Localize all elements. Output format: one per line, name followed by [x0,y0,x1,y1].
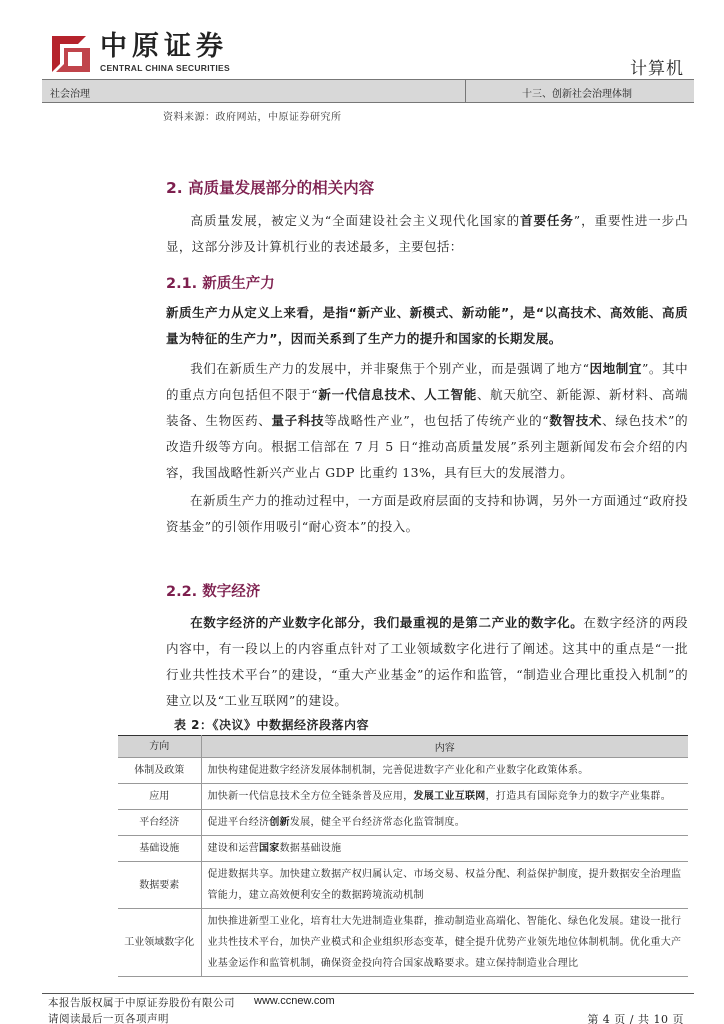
table-row [118,810,688,836]
text-run: 加快推进新型工业化，培育壮大先进制造业集群，推动制造业高端化、智能化、绿色化发展。建设一批行业共性技术平台，加快产业模式和企业组织形态变革，健全提升优势产业领先地位体制机制。优化重大产业基金运作和监管机制，确保资金投向符合国家战略要求。建立保持制造业合理比 [207,916,682,969]
footer-url-link[interactable]: www.ccnew.com [254,995,335,1007]
table-cell-direction: 平台经济 [118,810,201,836]
category-right: 十三、创新社会治理体制 [522,89,632,100]
source-note: 资料来源：政府网站，中原证券研究所 [163,112,342,123]
logo-mark-icon [48,32,94,76]
text-run: 、航天航空、新能源、新材料、高端装备、生物医药、 [166,387,688,428]
new-productivity-para-2-text: 在新质生产力的推动过程中，一方面是政府层面的支持和协调，另外一方面通过“政府投资基金”的引领作用吸引“耐心资本”的投入。 [166,493,688,534]
digital-economy-para-text [166,615,688,708]
table-row [118,862,688,909]
logo-chinese-name: 中原证券 [100,31,228,62]
emphasis-text: 量子科技 [271,413,325,428]
text-run: 我们在新质生产力的发展中，并非聚焦于个别产业，而是强调了地方“ [190,361,590,376]
subsection-heading-new-productivity: 2.1. 新质生产力 [166,276,275,292]
emphasis-text: 新一代信息技术、人工智能 [318,387,477,402]
table-cell-direction: 基础设施 [118,836,201,862]
table-cell-content [201,862,688,909]
footer-divider [42,993,694,994]
section-intro [166,208,688,260]
table-title: 表 2：《决议》中数据经济段落内容 [174,718,370,732]
table-cell-direction: 应用 [118,784,201,810]
footer-page-number: 第 4 页 / 共 10 页 [587,1013,684,1024]
table-cell-content [201,784,688,810]
emphasis-text: 国家 [259,843,280,854]
emphasis-text: 创新 [269,817,290,828]
company-logo [48,32,230,76]
section-heading: 2. 高质量发展部分的相关内容 [166,179,375,197]
table-cell-content [201,758,688,784]
section-intro-text [166,213,688,254]
text-run: 在数字经济的两段内容中，有一段以上的内容重点针对了工业领域数字化进行了阐述。这其中的重点是“一批行业共性技术平台”的建设，“重大产业基金”的运作和监管，“制造业合理比重投入机制”的建立以及“工业互联网”的建设。 [166,615,688,708]
table-header-content: 内容 [201,736,688,758]
emphasis-text: 首要任务 [520,213,574,228]
sector-label: 计算机 [630,59,684,79]
text-run: 建设和运营 [207,843,259,854]
table-row [118,836,688,862]
table-header-row [118,736,688,758]
category-left: 社会治理 [50,89,90,100]
category-divider [465,80,466,102]
text-run: ”。其中的重点方向包括但不限于“ [166,361,688,402]
new-productivity-para-2 [166,488,688,540]
table-container [118,735,690,991]
table-body [118,758,688,977]
table-cell-direction: 工业领域数字化 [118,909,201,977]
new-productivity-lead [166,300,688,352]
table-row [118,758,688,784]
text-run: 、绿色技术”的改造升级等方向。根据工信部在 7 月 5 日“推动高质量发展”系列主题新闻发布会介绍的内容，我国战略性新兴产业占 GDP 比重约 13%，具有巨大的发展潜力。 [166,413,688,480]
emphasis-text: 数智技术 [549,413,603,428]
text-run: 等战略性产业”，也包括了传统产业的“ [324,413,550,428]
subsection-heading-digital-economy: 2.2. 数字经济 [166,584,261,600]
emphasis-text: 因地制宜 [589,361,642,376]
table-cell-content [201,810,688,836]
text-run: 促进数据共享。加快建立数据产权归属认定、市场交易、权益分配、利益保护制度，提升数据安全治理监管能力，建立高效便利安全的数据跨境流动机制 [207,869,682,901]
text-run: ”，重要性进一步凸显，这部分涉及计算机行业的表述最多，主要包括： [166,213,688,254]
text-run: 加快新一代信息技术全方位全链条普及应用， [207,791,414,802]
table-header-direction: 方向 [118,736,201,758]
table-row [118,784,688,810]
new-productivity-para-1-text [166,361,688,480]
text-run: ，打造具有国际竞争力的数字产业集群。 [485,791,672,802]
table-row [118,909,688,977]
new-productivity-para-1 [166,356,688,486]
text-run: 发展，健全平台经济常态化监管制度。 [289,817,466,828]
emphasis-text: 发展工业互联网 [413,791,486,802]
table-cell-content [201,836,688,862]
footer-copyright: 本报告版权属于中原证券股份有限公司 [48,997,235,1009]
new-productivity-lead-text: 新质生产力从定义上来看，是指“新产业、新模式、新动能”，是“以高技术、高效能、高质量为特征的生产力”，因而关系到了生产力的提升和国家的长期发展。 [166,305,688,346]
logo-english-name: CENTRAL CHINA SECURITIES [100,63,230,73]
category-bar [42,79,694,103]
emphasis-text: 在数字经济的产业数字化部分，我们最重视的是第二产业的数字化。 [190,615,584,630]
text-run: 数据基础设施 [279,843,342,854]
text-run: 加快构建促进数字经济发展体制机制，完善促进数字产业化和产业数字化政策体系。 [207,765,589,776]
text-run: 高质量发展，被定义为“全面建设社会主义现代化国家的 [190,213,521,228]
digital-economy-table [118,735,688,977]
table-cell-direction: 体制及政策 [118,758,201,784]
table-cell-direction: 数据要素 [118,862,201,909]
text-run: 促进平台经济 [207,817,270,828]
digital-economy-para [166,610,688,714]
table-cell-content [201,909,688,977]
footer-disclaimer: 请阅读最后一页各项声明 [48,1013,169,1024]
